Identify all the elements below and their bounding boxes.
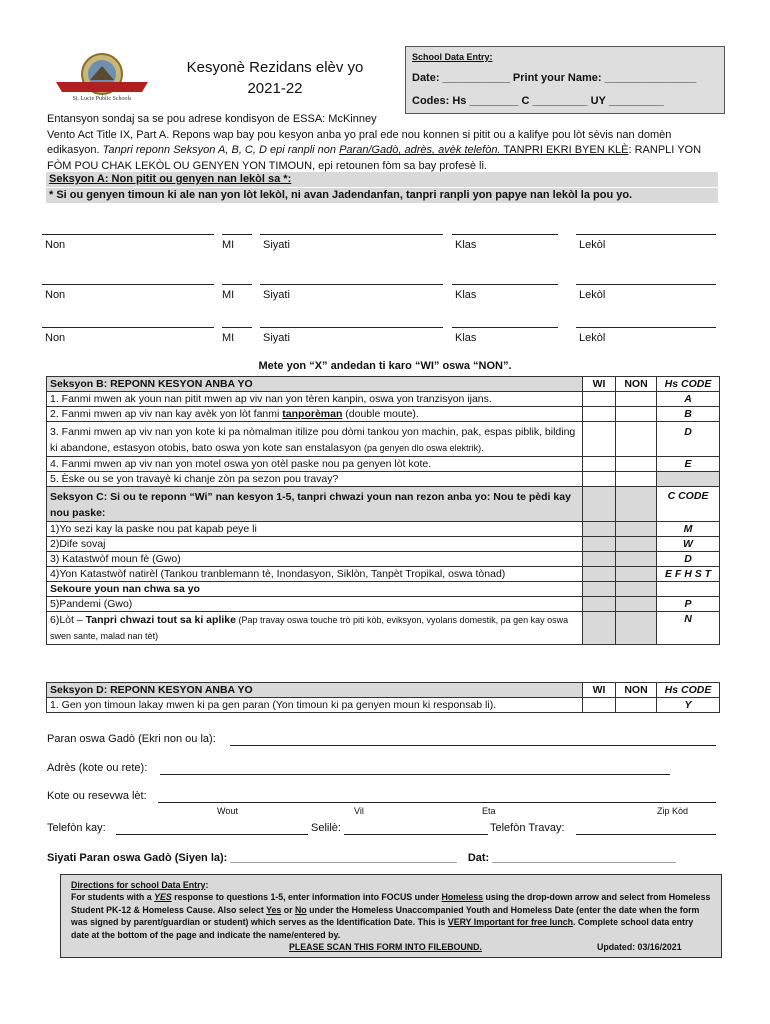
question-text [47,422,583,457]
zip-caption: Zip Kòd [657,806,689,816]
reason-text: 4)Yon Katastwòf natirèl (Tankou tranblemann tè, Inondasyon, Siklòn, Tanpèt Tropikal, oswa tònad) [47,567,583,582]
question-text-part: 2. Fanmi mwen ap viv nan kay avèk yon lòt fanmi [50,408,283,420]
wi-checkbox[interactable] [583,472,616,487]
c-code-header: C CODE [657,487,720,522]
parent-name-field[interactable] [230,745,716,746]
reason-text [47,612,583,645]
sde-codes-line[interactable]: Codes: Hs ________ C _________ UY _________ [412,95,664,107]
hs-code: E [657,457,720,472]
dir-text: under the Homeless Unaccompanied Youth and Homeless Date (enter the date when the form [306,904,700,915]
dir-text: was signed by parent/guardian or student) which serves as the Identification Date. This is [71,917,448,928]
middle-initial-field[interactable] [222,327,252,328]
section-c-row [47,537,720,552]
dir-text: Student PK-12 & Homeless Cause. Also select [71,904,267,915]
cell-phone-field[interactable] [344,834,488,835]
section-c-header-row [47,487,720,522]
wi-column-header: WI [583,683,616,698]
blank-cell [616,537,657,552]
intro-line-2: Vento Act Title IX, Part A. Repons wap bay pou kesyon anba yo pral ede nou konnen si pitit ou a kalifye pou lòt sèvis nan domèn [47,128,672,141]
grade-label: Klas [455,332,477,344]
school-label: Lekòl [579,239,606,251]
section-a-note: * Si ou genyen timoun ki ale nan yon lòt lekòl, ni avan Jadendanfan, tanpri ranpli yon papye nan lekòl la pou yo. [46,188,718,203]
non-checkbox[interactable] [616,472,657,487]
sde-date-line[interactable]: Date: ___________ Print your Name: _______________ [412,72,697,84]
non-column-header: NON [616,683,657,698]
dir-text: . Complete school data entry [573,917,694,928]
c-code: D [657,552,720,567]
first-name-label: Non [45,332,66,344]
question-emphasis: tanporèman [282,408,343,420]
directions-heading: Directions for school Data Entry: [71,880,209,890]
non-checkbox[interactable] [616,457,657,472]
intro-line-4: FÒM POU CHAK LEKÒL OU GENYEN YON TIMOUN, epi retounen fòm sa bay profesè li. [47,159,487,172]
wi-checkbox[interactable] [583,407,616,422]
wi-column-header: WI [583,377,616,392]
dir-yes-2: Yes [266,904,282,915]
c-code: P [657,597,720,612]
section-b-row [47,392,720,407]
date-label: Dat: [467,852,490,864]
school-field[interactable] [576,284,716,285]
grade-field[interactable] [452,284,558,285]
school-data-entry-box [405,46,725,114]
hs-code: B [657,407,720,422]
reason-emphasis: Tanpri chwazi tout sa ki aplike [85,614,236,626]
question-text-tail: (double moute). [342,408,419,420]
mailing-address-label: Kote ou resevwa lèt: [47,790,147,802]
last-name-label: Siyati [263,239,290,251]
grade-label: Klas [455,239,477,251]
school-label: Lekòl [579,289,606,301]
question-text: 1. Gen yon timoun lakay mwen ki pa gen paran (Yon timoun ki pa genyen moun ki responsab li). [47,698,583,713]
address-label: Adrès (kote ou rete): [47,762,148,774]
work-phone-label: Telefòn Travay: [490,822,565,834]
section-c-blank [583,487,616,522]
blank-cell [583,597,616,612]
school-district-logo [52,52,152,104]
dir-text: or [281,904,295,915]
dir-important: VERY Important for free lunch [447,917,574,928]
directions-line-2 [71,904,713,916]
blank-cell [616,582,657,597]
mark-instruction: Mete yon “X” andedan ti karo “WI” oswa “NON”. [258,360,512,372]
wi-checkbox[interactable] [583,698,616,713]
dir-text: response to questions 1-5, enter information into FOCUS under [171,892,442,903]
school-data-entry-directions [60,874,722,958]
section-b-header-row [47,377,720,392]
question-text: 5. Èske ou se yon travayè ki chanje zòn pa sezon pou travay? [47,472,583,487]
street-caption: Wout [217,806,238,816]
non-checkbox[interactable] [616,392,657,407]
dir-text: using the drop-down arrow and select from Homeless [483,892,711,903]
question-note: (pa genyen dlo oswa elektrik). [364,442,484,453]
directions-line-1 [71,891,713,903]
section-c-row [47,597,720,612]
intro-text-2: : RANPLI YON [628,144,702,156]
city-caption: Vil [354,806,364,816]
signature-field[interactable]: _____________________________________ [230,852,457,864]
blank-cell [616,567,657,582]
section-c-row [47,552,720,567]
school-label: Lekòl [579,332,606,344]
middle-initial-label: MI [222,332,235,344]
dir-yes: YES [154,892,172,903]
hs-code [657,472,720,487]
hs-code: D [657,422,720,457]
date-field[interactable]: ______________________________ [492,852,676,864]
reason-note: (Pap travay oswa touche trò piti kòb, eviksyon, vyolans domestik, pa gen kay oswa swen sante, malad nan tèt) [50,615,569,641]
middle-initial-label: MI [222,239,235,251]
question-text: 1. Fanmi mwen ak youn nan pitit mwen ap viv nan yon tèren kanpin, oswa yon tranzisyon ijans. [47,392,583,407]
non-checkbox[interactable] [616,422,657,457]
sections-bc-table [46,376,720,645]
reason-text: 1)Yo sezi kay la paske nou pat kapab peye li [47,522,583,537]
dir-text: For students with a [71,892,155,903]
c-code: N [657,612,720,645]
non-checkbox[interactable] [616,407,657,422]
sde-heading: School Data Entry: [412,52,493,62]
wi-checkbox[interactable] [583,392,616,407]
c-code [657,582,720,597]
section-a-heading: Seksyon A: Non pitit ou genyen nan lekòl sa *: [46,172,718,187]
signature-label: Siyati Paran oswa Gadò (Siyen la): [47,852,228,864]
blank-cell [616,522,657,537]
non-column-header: NON [616,377,657,392]
section-b-heading: Seksyon B: REPONN KESYON ANBA YO [47,377,583,392]
middle-initial-label: MI [222,289,235,301]
directions-heading-text: Directions for school Data Entry [71,880,206,890]
c-code: M [657,522,720,537]
logo-caption: St. Lucie Public Schools [72,96,132,102]
first-name-field[interactable] [42,284,214,285]
parent-name-label: Paran oswa Gadò (Ekri non ou la): [47,733,216,745]
reason-text: 2)Dife sovaj [47,537,583,552]
reason-text-part: 6)Lòt – [50,614,86,626]
blank-cell [583,567,616,582]
section-c-heading: Seksyon C: Si ou te reponn “Wi” nan kesyon 1-5, tanpri chwazi youn nan rezon anba yo: Nou te pèdi kay nou paske: [47,487,583,522]
dir-homeless: Homeless [441,892,484,903]
question-text: 4. Fanmi mwen ap viv nan yon motel oswa yon otèl paske nou pa genyen lòt kote. [47,457,583,472]
last-name-label: Siyati [263,332,290,344]
section-d-heading: Seksyon D: REPONN KESYON ANBA YO [47,683,583,698]
section-b-row [47,457,720,472]
section-c-row [47,522,720,537]
question-text-part: 3. Fanmi mwen ap viv nan yon kote ki pa nòmalman itilize pou dòmi tankou yon machin, pak, espas piblik, bilding ki abandone, estasyon otobis, bato oswa yon kote san enstalasyon [50,426,576,454]
first-name-field[interactable] [42,327,214,328]
signature-row [47,852,676,864]
reason-text: 5)Pandemi (Gwo) [47,597,583,612]
state-caption: Eta [482,806,496,816]
scan-instruction: PLEASE SCAN THIS FORM INTO FILEBOUND. [289,942,482,953]
c-code: E F H S T [657,567,720,582]
reason-text: Sekoure youn nan chwa sa yo [47,582,583,597]
intro-write-clearly: TANPRI EKRI BYEN KLÈ [500,144,629,156]
last-name-field[interactable] [260,234,443,235]
section-c-row [47,612,720,645]
blank-cell [583,522,616,537]
directions-line-5 [71,941,713,954]
title-line-2: 2021-22 [247,80,303,97]
section-c-row [47,582,720,597]
c-code: W [657,537,720,552]
blank-cell [616,597,657,612]
intro-italic: Tanpri reponn Seksyon A, B, C, D epi ranpli non [102,144,340,156]
intro-text: edikasyon. [47,144,103,156]
section-d-table [46,682,720,713]
school-field[interactable] [576,234,716,235]
school-field[interactable] [576,327,716,328]
reason-text: 3) Katastwòf moun fè (Gwo) [47,552,583,567]
mailing-address-field[interactable] [158,802,716,803]
blank-cell [583,582,616,597]
section-b-row [47,472,720,487]
form-title [160,57,390,99]
blank-cell [583,552,616,567]
grade-field[interactable] [452,327,558,328]
middle-initial-field[interactable] [222,234,252,235]
directions-line-4: date at the bottom of the page and indicate the name/entered by. [71,929,341,940]
last-name-field[interactable] [260,284,443,285]
section-c-row [47,567,720,582]
home-phone-field[interactable] [116,834,308,835]
intro-underlined: Paran/Gadò, adrès, avèk telefòn. [339,144,501,156]
last-name-label: Siyati [263,289,290,301]
intro-line-1: Entansyon sondaj sa se pou adrese kondisyon de ESSA: McKinney [47,113,377,125]
last-name-field[interactable] [260,327,443,328]
grade-field[interactable] [452,234,558,235]
blank-cell [616,552,657,567]
non-checkbox[interactable] [616,698,657,713]
blank-cell [583,537,616,552]
intro-line-3 [47,143,723,159]
first-name-field[interactable] [42,234,214,235]
hs-code: Y [657,698,720,713]
title-line-1: Kesyonè Rezidans elèv yo [186,59,364,76]
section-b-row [47,407,720,422]
section-d-row [47,698,720,713]
cell-phone-label: Selilè: [311,822,341,834]
blank-cell [616,612,657,645]
question-text [47,407,583,422]
section-c-blank [616,487,657,522]
hs-code-header: Hs CODE [657,683,720,698]
dir-no: No [294,904,307,915]
address-field[interactable] [160,774,670,775]
blank-cell [583,612,616,645]
updated-date: Updated: 03/16/2021 [597,942,682,953]
hs-code: A [657,392,720,407]
grade-label: Klas [455,289,477,301]
middle-initial-field[interactable] [222,284,252,285]
section-d-header-row [47,683,720,698]
work-phone-field[interactable] [576,834,716,835]
directions-line-3 [71,916,713,928]
first-name-label: Non [45,289,66,301]
section-b-row [47,422,720,457]
wi-checkbox[interactable] [583,457,616,472]
intro-paragraph [47,112,723,174]
home-phone-label: Telefòn kay: [47,822,106,834]
hs-code-header: Hs CODE [657,377,720,392]
first-name-label: Non [45,239,66,251]
wi-checkbox[interactable] [583,422,616,457]
